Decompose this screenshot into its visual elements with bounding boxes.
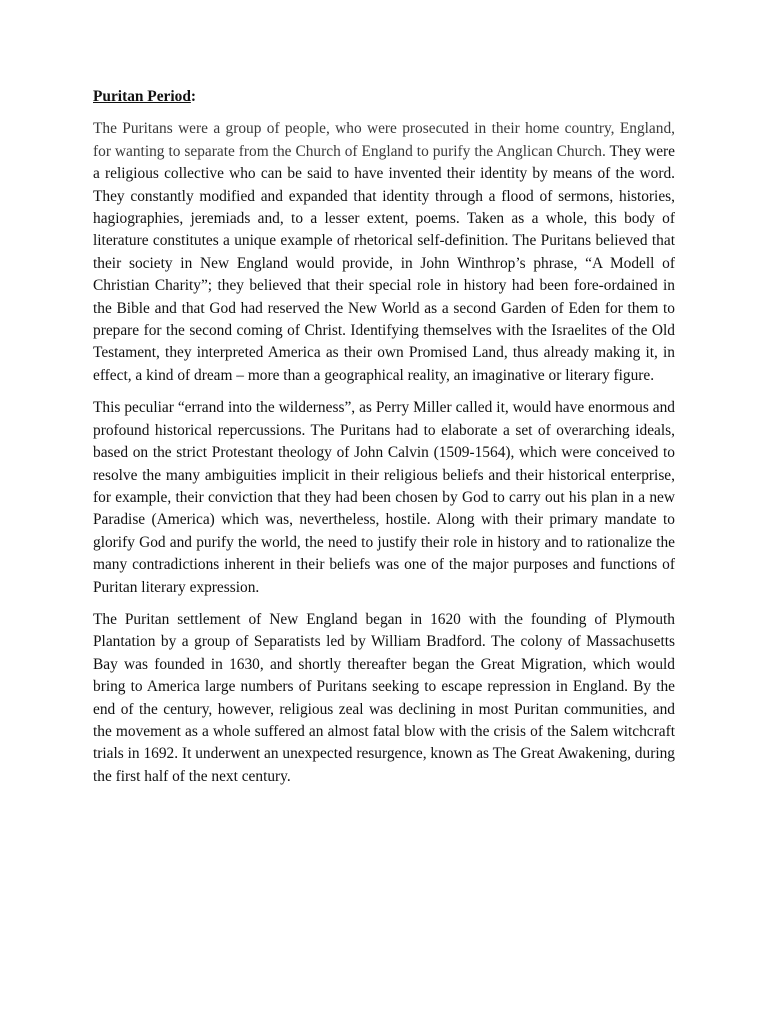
paragraph-2: This peculiar “errand into the wilderness”, as Perry Miller called it, would have enormous and profound historical repercussions. The Puritans had to elaborate a set of overarching ideals, based on the strict Protestant theology of John Calvin (1509-1564), which were conceived to resolve the many ambiguities implicit in their religious beliefs and their historical enterprise, for example, their conviction that they had been chosen by God to carry out his plan in a new Paradise (America) which was, nevertheless, hostile. Along with their primary mandate to glorify God and purify the world, the need to justify their role in history and to rationalize the many contradictions inherent in their beliefs was one of the major purposes and functions of Puritan literary expression. bbox=[93, 399, 675, 596]
heading-title: Puritan Period bbox=[93, 88, 191, 105]
paragraph-3: The Puritan settlement of New England began in 1620 with the founding of Plymouth Plantation by a group of Separatists led by William Bradford. The colony of Massachusetts Bay was founded in 1630, and shortly thereafter began the Great Migration, which would bring to America large numbers of Puritans seeking to escape repression in England. By the end of the century, however, religious zeal was declining in most Puritan communities, and the movement as a whole suffered an almost fatal blow with the crisis of the Salem witchcraft trials in 1692. It underwent an unexpected resurgence, known as The Great Awakening, during the first half of the next century. bbox=[93, 610, 675, 785]
paragraph-1 bbox=[93, 118, 675, 387]
document-page bbox=[93, 86, 675, 798]
section-heading bbox=[93, 86, 675, 108]
paragraph-1-body: They were a religious collective who can be said to have invented their identity by means of the word. They constantly modified and expanded that identity through a flood of sermons, histories, hagiographies, jeremiads and, to a lesser extent, poems. Taken as a whole, this body of literature constitutes a unique example of rhetorical self-definition. The Puritans believed that their society in New England would provide, in John Winthrop’s phrase, “A Modell of Christian Charity”; they believed that their special role in history had been fore-ordained in the Bible and that God had reserved the New World as a second Garden of Eden for them to prepare for the second coming of Christ. Identifying themselves with the Israelites of the Old Testament, they interpreted America as their own Promised Land, thus already making it, in effect, a kind of dream – more than a geographical reality, an imaginative or literary figure. bbox=[93, 142, 675, 384]
paragraph-1-lead: The Puritans were a group of people, who were prosecuted in their home country, England, for wanting to separate from the Church of England to purify the Anglican Church. bbox=[93, 120, 675, 160]
heading-colon: : bbox=[190, 88, 197, 105]
